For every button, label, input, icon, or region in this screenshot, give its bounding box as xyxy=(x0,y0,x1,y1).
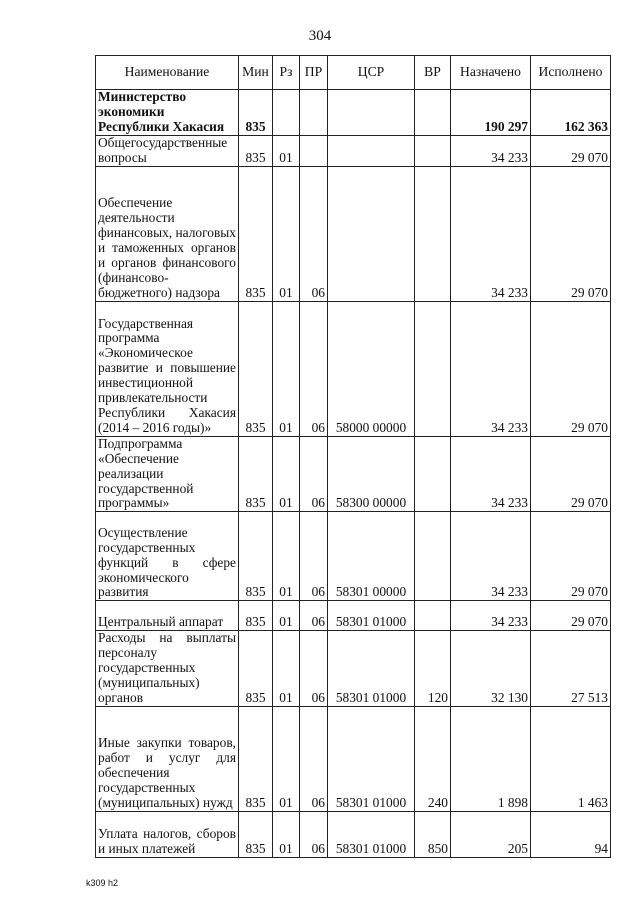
cell-assigned: 34 233 xyxy=(451,166,531,301)
cell-vr xyxy=(415,512,451,601)
header-vr: ВР xyxy=(415,56,451,90)
cell-pr: 06 xyxy=(300,301,328,436)
cell-pr: 06 xyxy=(300,631,328,707)
cell-min: 835 xyxy=(239,436,273,512)
cell-rz xyxy=(273,90,300,136)
cell-name: Иные закупки товаров, работ и услуг для обеспечения государственных (муниципальных) нужд xyxy=(96,706,239,811)
cell-assigned: 34 233 xyxy=(451,512,531,601)
cell-rz: 01 xyxy=(273,631,300,707)
table-row xyxy=(96,436,611,512)
cell-min: 835 xyxy=(239,512,273,601)
table-row xyxy=(96,301,611,436)
table-row xyxy=(96,631,611,707)
cell-vr xyxy=(415,436,451,512)
cell-min: 835 xyxy=(239,301,273,436)
cell-rz: 01 xyxy=(273,436,300,512)
cell-executed: 162 363 xyxy=(531,90,611,136)
header-pr: ПР xyxy=(300,56,328,90)
cell-assigned: 205 xyxy=(451,811,531,857)
cell-executed: 29 070 xyxy=(531,301,611,436)
cell-csr xyxy=(328,136,415,167)
cell-vr xyxy=(415,301,451,436)
cell-assigned: 34 233 xyxy=(451,436,531,512)
cell-min: 835 xyxy=(239,811,273,857)
footer-code: k309 h2 xyxy=(86,878,119,888)
cell-executed: 1 463 xyxy=(531,706,611,811)
cell-csr xyxy=(328,90,415,136)
cell-assigned: 34 233 xyxy=(451,301,531,436)
table-row xyxy=(96,811,611,857)
cell-name: Расходы на выплаты персоналу государственных (муниципальных) органов xyxy=(96,631,239,707)
cell-assigned: 32 130 xyxy=(451,631,531,707)
table-row xyxy=(96,90,611,136)
cell-vr: 240 xyxy=(415,706,451,811)
cell-min: 835 xyxy=(239,601,273,631)
cell-pr: 06 xyxy=(300,436,328,512)
cell-min: 835 xyxy=(239,706,273,811)
cell-pr: 06 xyxy=(300,166,328,301)
cell-name: Подпрограмма «Обеспечение реализации государственной программы» xyxy=(96,436,239,512)
cell-rz: 01 xyxy=(273,166,300,301)
table-row xyxy=(96,136,611,167)
cell-csr: 58301 01000 xyxy=(328,631,415,707)
table-row xyxy=(96,512,611,601)
cell-executed: 29 070 xyxy=(531,166,611,301)
cell-assigned: 190 297 xyxy=(451,90,531,136)
cell-name: Осуществление государственных функций в сфере экономического развития xyxy=(96,512,239,601)
budget-table xyxy=(95,55,611,858)
cell-min: 835 xyxy=(239,631,273,707)
table-header-row xyxy=(96,56,611,90)
cell-rz: 01 xyxy=(273,601,300,631)
cell-name: Общегосударственные вопросы xyxy=(96,136,239,167)
cell-executed: 29 070 xyxy=(531,136,611,167)
header-rz: Рз xyxy=(273,56,300,90)
cell-pr xyxy=(300,136,328,167)
cell-pr: 06 xyxy=(300,601,328,631)
cell-vr: 120 xyxy=(415,631,451,707)
cell-csr: 58000 00000 xyxy=(328,301,415,436)
header-min: Мин xyxy=(239,56,273,90)
header-name: Наименование xyxy=(96,56,239,90)
cell-pr: 06 xyxy=(300,811,328,857)
cell-executed: 29 070 xyxy=(531,601,611,631)
cell-vr xyxy=(415,136,451,167)
cell-pr xyxy=(300,90,328,136)
cell-vr xyxy=(415,90,451,136)
cell-vr xyxy=(415,601,451,631)
header-assigned: Назначено xyxy=(451,56,531,90)
table-row xyxy=(96,166,611,301)
table-row xyxy=(96,601,611,631)
table-row xyxy=(96,706,611,811)
cell-rz: 01 xyxy=(273,512,300,601)
cell-rz: 01 xyxy=(273,136,300,167)
cell-rz: 01 xyxy=(273,301,300,436)
cell-name: Обеспечение деятельности финансовых, налоговых и таможенных органов и органов финансового (финансово-бюджетного) надзора xyxy=(96,166,239,301)
cell-rz: 01 xyxy=(273,706,300,811)
cell-assigned: 1 898 xyxy=(451,706,531,811)
header-executed: Исполнено xyxy=(531,56,611,90)
cell-csr: 58300 00000 xyxy=(328,436,415,512)
cell-executed: 94 xyxy=(531,811,611,857)
cell-min: 835 xyxy=(239,166,273,301)
cell-csr: 58301 01000 xyxy=(328,706,415,811)
cell-executed: 29 070 xyxy=(531,436,611,512)
cell-assigned: 34 233 xyxy=(451,601,531,631)
cell-name: Уплата налогов, сборов и иных платежей xyxy=(96,811,239,857)
cell-name: Министерство экономики Республики Хакасия xyxy=(96,90,239,136)
cell-vr: 850 xyxy=(415,811,451,857)
cell-rz: 01 xyxy=(273,811,300,857)
cell-pr: 06 xyxy=(300,512,328,601)
cell-csr xyxy=(328,166,415,301)
cell-csr: 58301 00000 xyxy=(328,512,415,601)
cell-name: Центральный аппарат xyxy=(96,601,239,631)
cell-vr xyxy=(415,166,451,301)
page-number: 304 xyxy=(308,28,332,44)
cell-csr: 58301 01000 xyxy=(328,601,415,631)
cell-assigned: 34 233 xyxy=(451,136,531,167)
cell-pr: 06 xyxy=(300,706,328,811)
cell-min: 835 xyxy=(239,136,273,167)
cell-executed: 29 070 xyxy=(531,512,611,601)
header-csr: ЦСР xyxy=(328,56,415,90)
cell-csr: 58301 01000 xyxy=(328,811,415,857)
cell-name: Государственная программа «Экономическое развитие и повышение инвестиционной привлекательности Республики Хакасия (2014 – 2016 годы)» xyxy=(96,301,239,436)
cell-min: 835 xyxy=(239,90,273,136)
cell-executed: 27 513 xyxy=(531,631,611,707)
